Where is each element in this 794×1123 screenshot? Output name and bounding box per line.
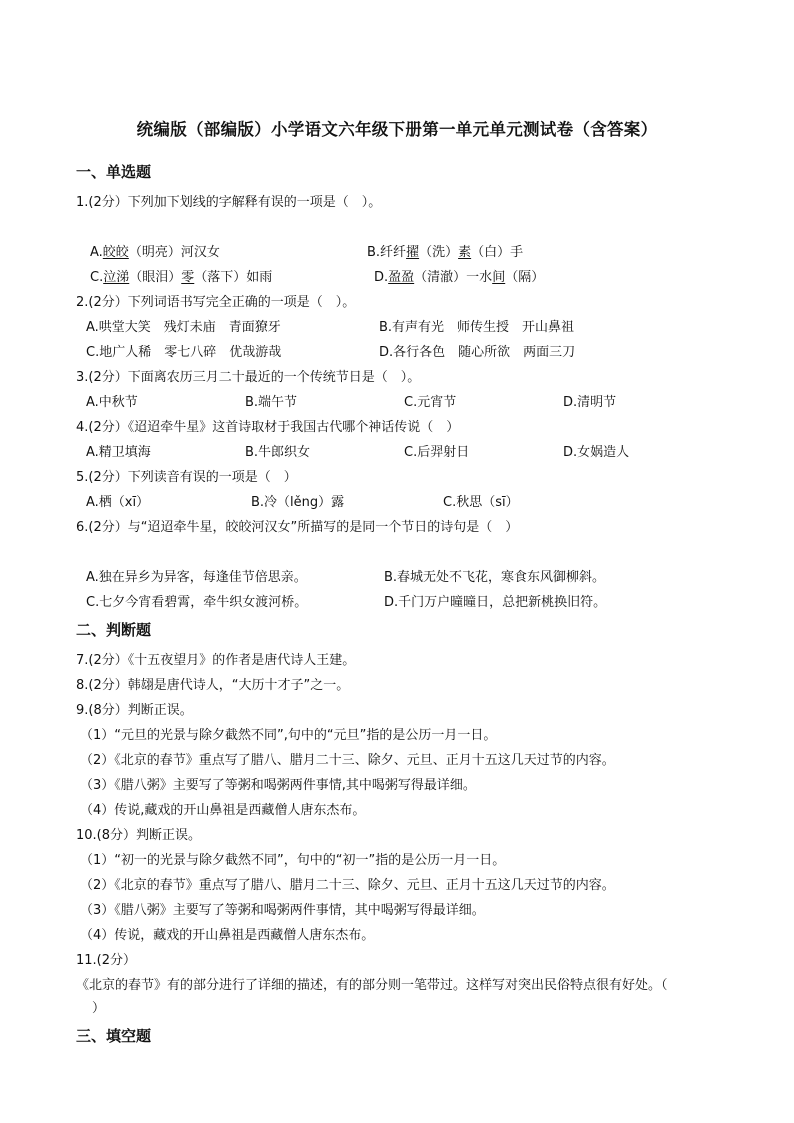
option-text: （落下）如雨 <box>194 270 273 285</box>
question-3-stem: 3.(2分）下面离农历三月二十最近的一个传统节日是（ ）。 <box>76 370 421 385</box>
question-11-text-end: ） <box>92 1001 106 1016</box>
option-text: （清澈）一水 <box>414 270 493 285</box>
question-6-option-b: B.春城无处不飞花，寒食东风御柳斜。 <box>384 570 606 585</box>
question-9-item-4: （4）传说,藏戏的开山鼻祖是西藏僧人唐东杰布。 <box>80 803 366 818</box>
question-10-item-3: （3）《腊八粥》主要写了等粥和喝粥两件事情，其中喝粥写得最详细。 <box>80 903 485 918</box>
question-1-option-c <box>90 269 272 287</box>
question-2-option-b: B.有声有光 师传生授 开山鼻祖 <box>379 320 575 335</box>
question-1-stem: 1.(2分）下列加下划线的字解释有误的一项是（ ）。 <box>76 195 382 210</box>
question-3-option-b: B.端午节 <box>245 395 298 410</box>
question-10-item-4: （4）传说，藏戏的开山鼻祖是西藏僧人唐东杰布。 <box>80 928 375 943</box>
question-3-option-c: C.元宵节 <box>404 395 457 410</box>
question-4-stem: 4.(2分）《迢迢牵牛星》这首诗取材于我国古代哪个神话传说（ ） <box>76 420 460 435</box>
question-10-item-2: （2）《北京的春节》重点写了腊八、腊月二十三、除夕、元旦、正月十五这几天过节的内容。 <box>80 878 615 893</box>
question-5-option-c: C.秋思（sī） <box>443 495 519 510</box>
option-text: （眼泪） <box>129 270 182 285</box>
underlined-word: 擢 <box>406 245 420 260</box>
question-5-option-b: B.冷（lěng）露 <box>251 495 345 510</box>
underlined-word: 泣涕 <box>103 270 130 285</box>
question-5-option-a: A.栖（xī） <box>86 495 150 510</box>
question-2-stem: 2.(2分）下列词语书写完全正确的一项是（ ）。 <box>76 295 356 310</box>
option-text: （洗） <box>419 245 459 260</box>
underlined-word: 盈盈 <box>388 270 415 285</box>
underlined-word: 零 <box>181 270 195 285</box>
question-11-stem: 11.(2分） <box>76 953 137 968</box>
option-text: B.纤纤 <box>367 245 407 260</box>
underlined-word: 皎皎 <box>102 245 129 260</box>
underlined-word: 间 <box>492 270 506 285</box>
option-prefix: C. <box>90 270 104 285</box>
question-1-option-a <box>90 244 220 262</box>
question-2-option-a: A.哄堂大笑 残灯未庙 青面獠牙 <box>86 320 281 335</box>
underlined-word: 素 <box>458 245 472 260</box>
question-9-item-1: （1）“元旦的光景与除夕截然不同”,句中的“元旦”指的是公历一月一日。 <box>80 728 497 743</box>
question-4-option-b: B.牛郎织女 <box>245 445 311 460</box>
question-1-option-d <box>374 269 544 287</box>
option-text: （明亮）河汉女 <box>128 245 220 260</box>
question-5-stem: 5.(2分）下列读音有误的一项是（ ） <box>76 470 297 485</box>
page-title: 统编版（部编版）小学语文六年级下册第一单元单元测试卷（含答案） <box>136 120 658 139</box>
section-heading-single-choice: 一、单选题 <box>76 163 152 181</box>
question-6-option-c: C.七夕今宵看碧霄，牵牛织女渡河桥。 <box>86 595 308 610</box>
question-1-option-b <box>367 244 523 262</box>
section-heading-true-false: 二、判断题 <box>76 621 152 639</box>
question-3-option-a: A.中秋节 <box>86 395 138 410</box>
question-2-option-d: D.各行各色 随心所欲 两面三刀 <box>379 345 576 360</box>
question-9-stem: 9.(8分）判断正误。 <box>76 703 193 718</box>
question-4-option-a: A.精卫填海 <box>86 445 151 460</box>
section-heading-fill-blank: 三、填空题 <box>76 1027 152 1045</box>
question-9-item-3: （3）《腊八粥》主要写了等粥和喝粥两件事情,其中喝粥写得最详细。 <box>80 778 476 793</box>
question-8: 8.(2分）韩翃是唐代诗人，“大历十才子”之一。 <box>76 678 350 693</box>
question-11-text: 《北京的春节》有的部分进行了详细的描述，有的部分则一笔带过。这样写对突出民俗特点很有好处。（ <box>76 978 668 993</box>
question-10-item-1: （1）“初一的光景与除夕截然不同”，句中的“初一”指的是公历一月一日。 <box>80 853 506 868</box>
question-6-option-a: A.独在异乡为异客，每逢佳节倍思亲。 <box>86 570 307 585</box>
question-3-option-d: D.清明节 <box>563 395 617 410</box>
option-text: （隔） <box>505 270 545 285</box>
option-prefix: A. <box>90 245 103 260</box>
question-7: 7.(2分）《十五夜望月》的作者是唐代诗人王建。 <box>76 653 356 668</box>
question-6-stem: 6.(2分）与“迢迢牵牛星，皎皎河汉女”所描写的是同一个节日的诗句是（ ） <box>76 520 519 535</box>
question-2-option-c: C.地广人稀 零七八碎 优哉游哉 <box>86 345 282 360</box>
question-4-option-d: D.女娲造人 <box>563 445 630 460</box>
question-6-option-d: D.千门万户曈曈日，总把新桃换旧符。 <box>384 595 607 610</box>
question-9-item-2: （2）《北京的春节》重点写了腊八、腊月二十三、除夕、元旦、正月十五这几天过节的内容。 <box>80 753 615 768</box>
option-text: （白）手 <box>471 245 524 260</box>
question-10-stem: 10.(8分）判断正误。 <box>76 828 202 843</box>
question-4-option-c: C.后羿射日 <box>404 445 470 460</box>
option-prefix: D. <box>374 270 389 285</box>
